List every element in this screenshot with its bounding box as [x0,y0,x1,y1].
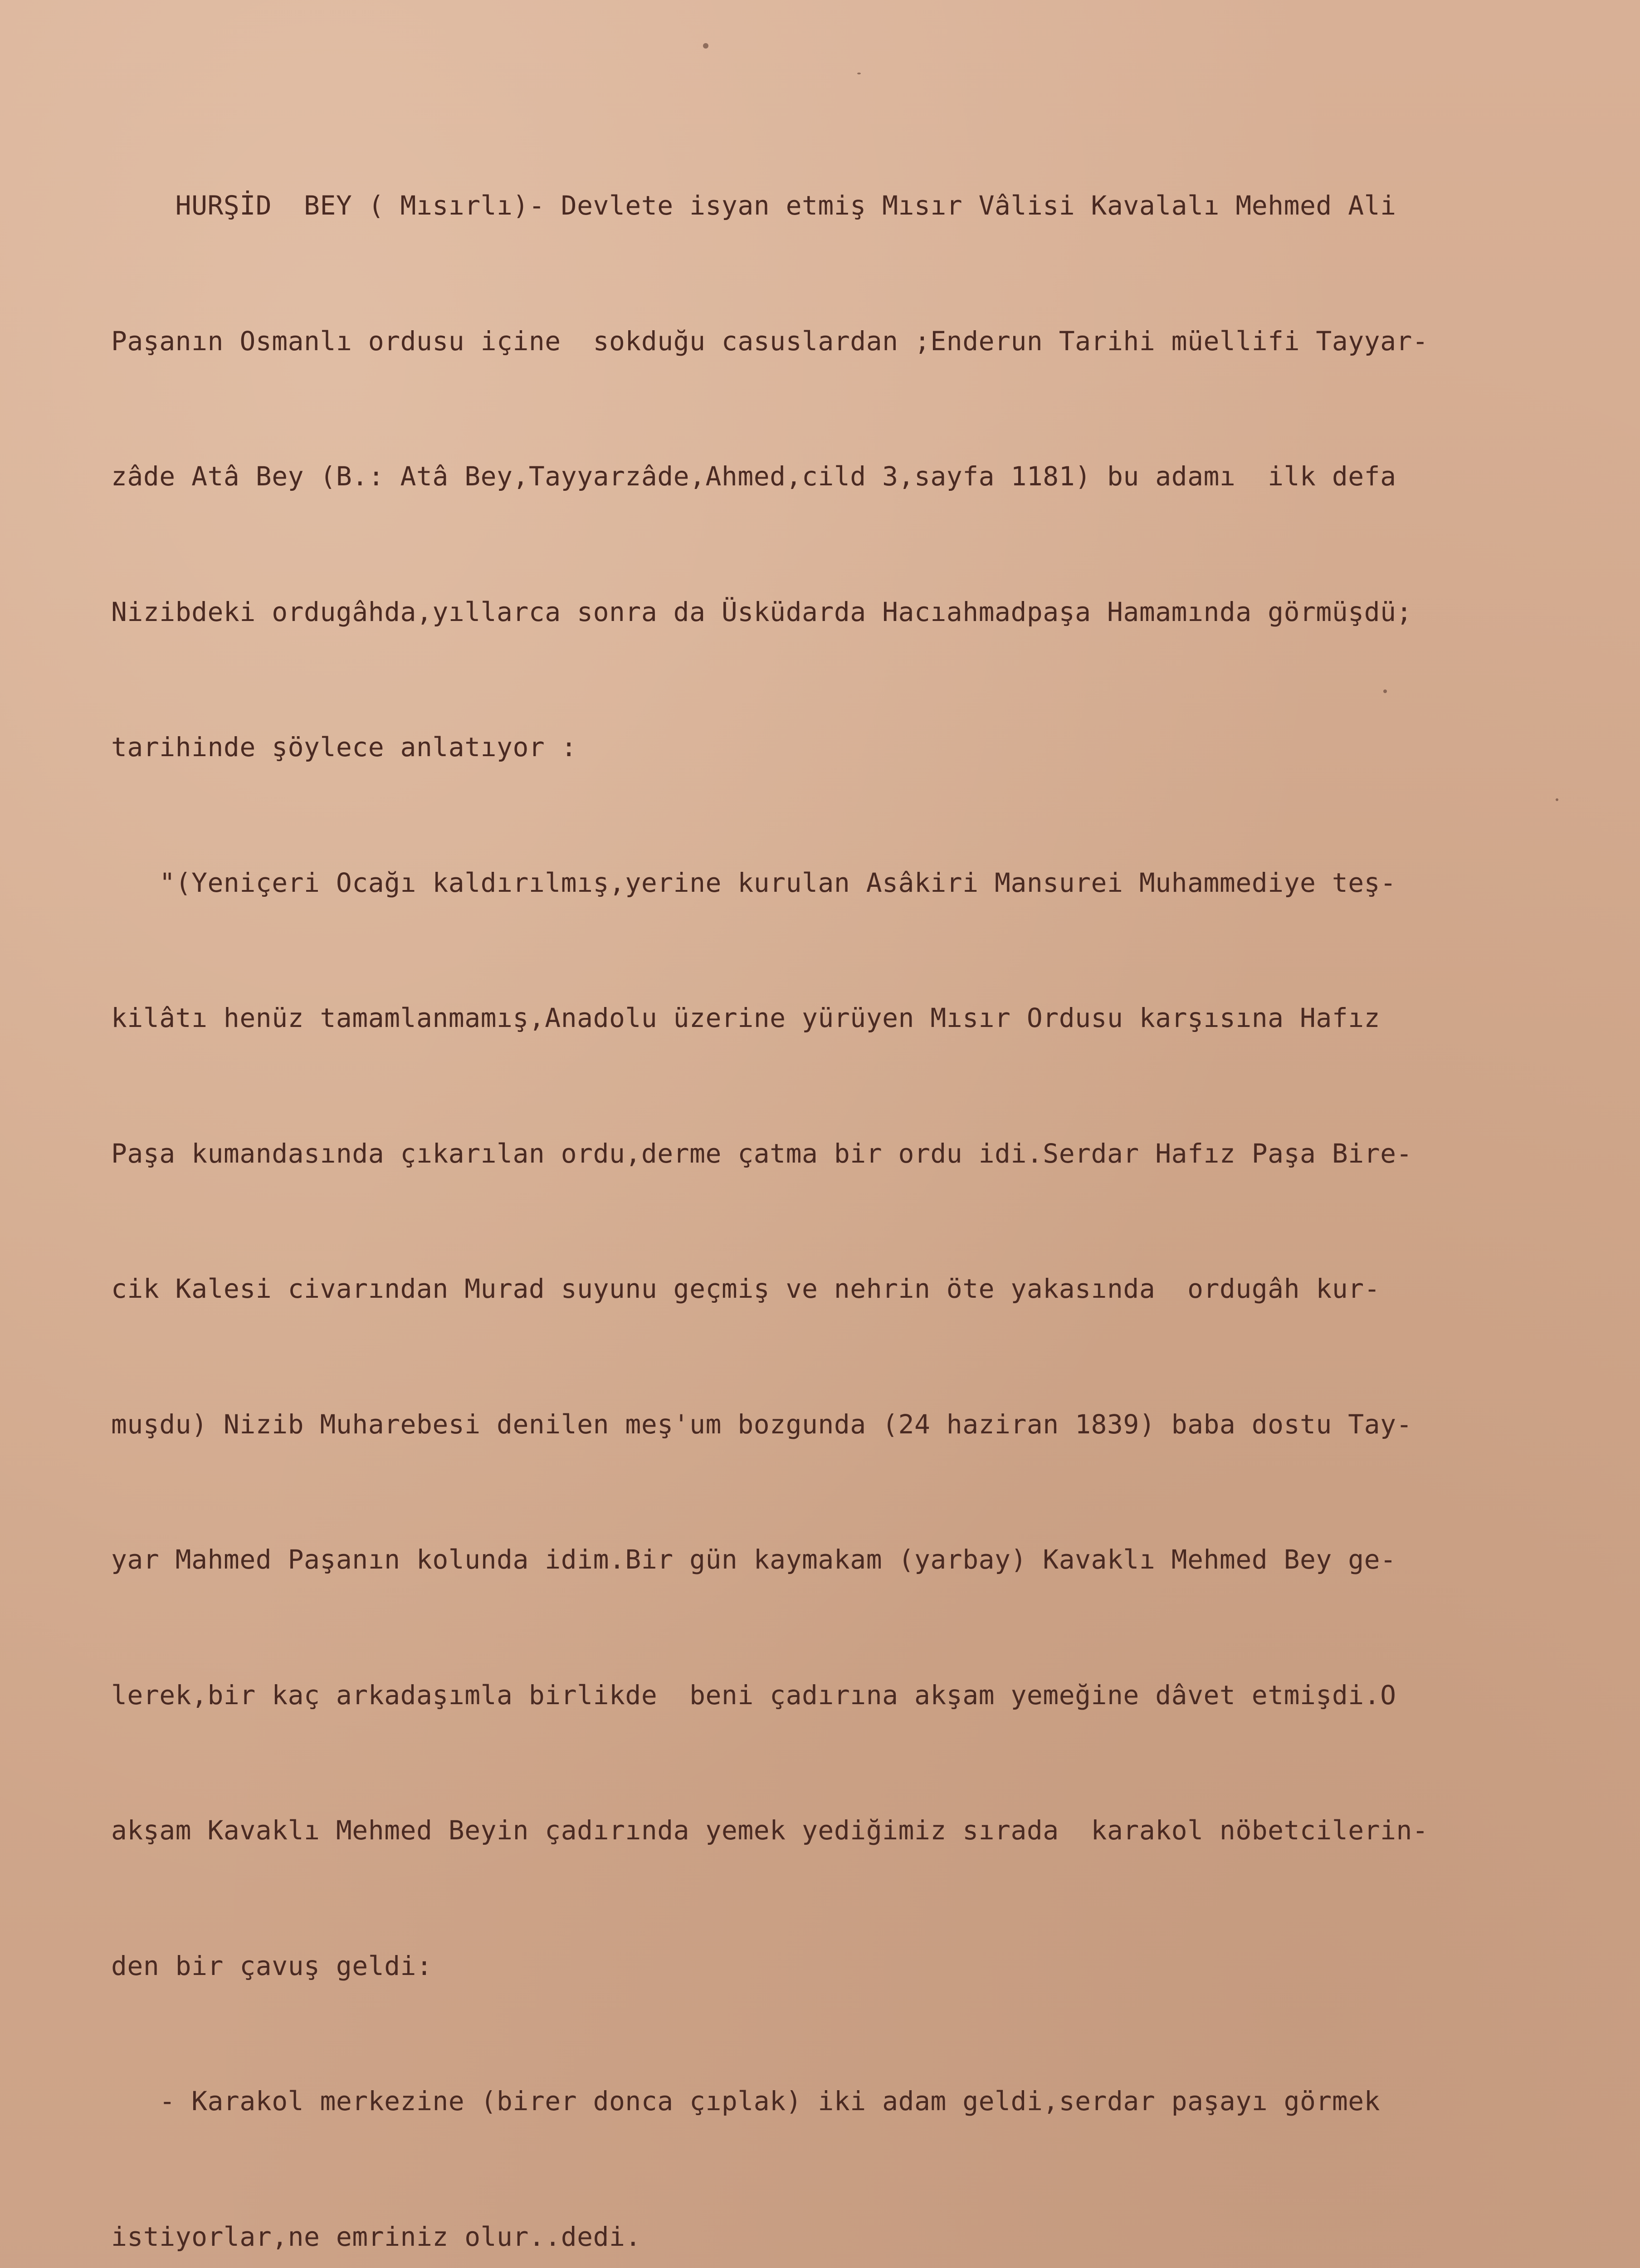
ink-speck [703,43,708,49]
text-line: - Karakol merkezine (birer donca çıplak) iki adam geldi,serdar paşayı görmek [111,2086,1381,2116]
text-line: Paşa kumandasında çıkarılan ordu,derme çatma bir ordu idi.Serdar Hafız Paşa Bire- [111,1138,1412,1169]
text-line: HURŞİD BEY ( Mısırlı)- Devlete isyan etmiş Mısır Vâlisi Kavalalı Mehmed Ali [111,190,1396,221]
text-line: tarihinde şöylece anlatıyor : [111,732,577,763]
ink-speck [857,73,861,74]
text-line: "(Yeniçeri Ocağı kaldırılmış,yerine kurulan Asâkiri Mansurei Muhammediye teş- [111,867,1396,898]
document-body [111,93,1608,2268]
text-line: cik Kalesi civarından Murad suyunu geçmiş ve nehrin öte yakasında ordugâh kur- [111,1273,1381,1304]
text-line: Paşanın Osmanlı ordusu içine sokduğu casuslardan ;Enderun Tarihi müellifi Tayyar- [111,325,1429,357]
text-line: muşdu) Nizib Muharebesi denilen meş'um bozgunda (24 haziran 1839) baba dostu Tay- [111,1408,1412,1440]
text-line: yar Mahmed Paşanın kolunda idim.Bir gün kaymakam (yarbay) Kavaklı Mehmed Bey ge- [111,1544,1396,1575]
text-line: den bir çavuş geldi: [111,1950,433,1981]
text-line: lerek,bir kaç arkadaşımla birlikde beni çadırına akşam yemeğine dâvet etmişdi.O [111,1679,1396,1711]
text-line: zâde Atâ Bey (B.: Atâ Bey,Tayyarzâde,Ahmed,cild 3,sayfa 1181) bu adamı ilk defa [111,461,1396,492]
text-line: kilâtı henüz tamamlanmamış,Anadolu üzerine yürüyen Mısır Ordusu karşısına Hafız [111,1002,1381,1033]
text-line: akşam Kavaklı Mehmed Beyin çadırında yemek yediğimiz sırada karakol nöbetcilerin- [111,1815,1429,1846]
text-line: istiyorlar,ne emriniz olur..dedi. [111,2221,641,2252]
text-line: Nizibdeki ordugâhda,yıllarca sonra da Üsküdarda Hacıahmadpaşa Hamamında görmüşdü; [111,596,1412,627]
